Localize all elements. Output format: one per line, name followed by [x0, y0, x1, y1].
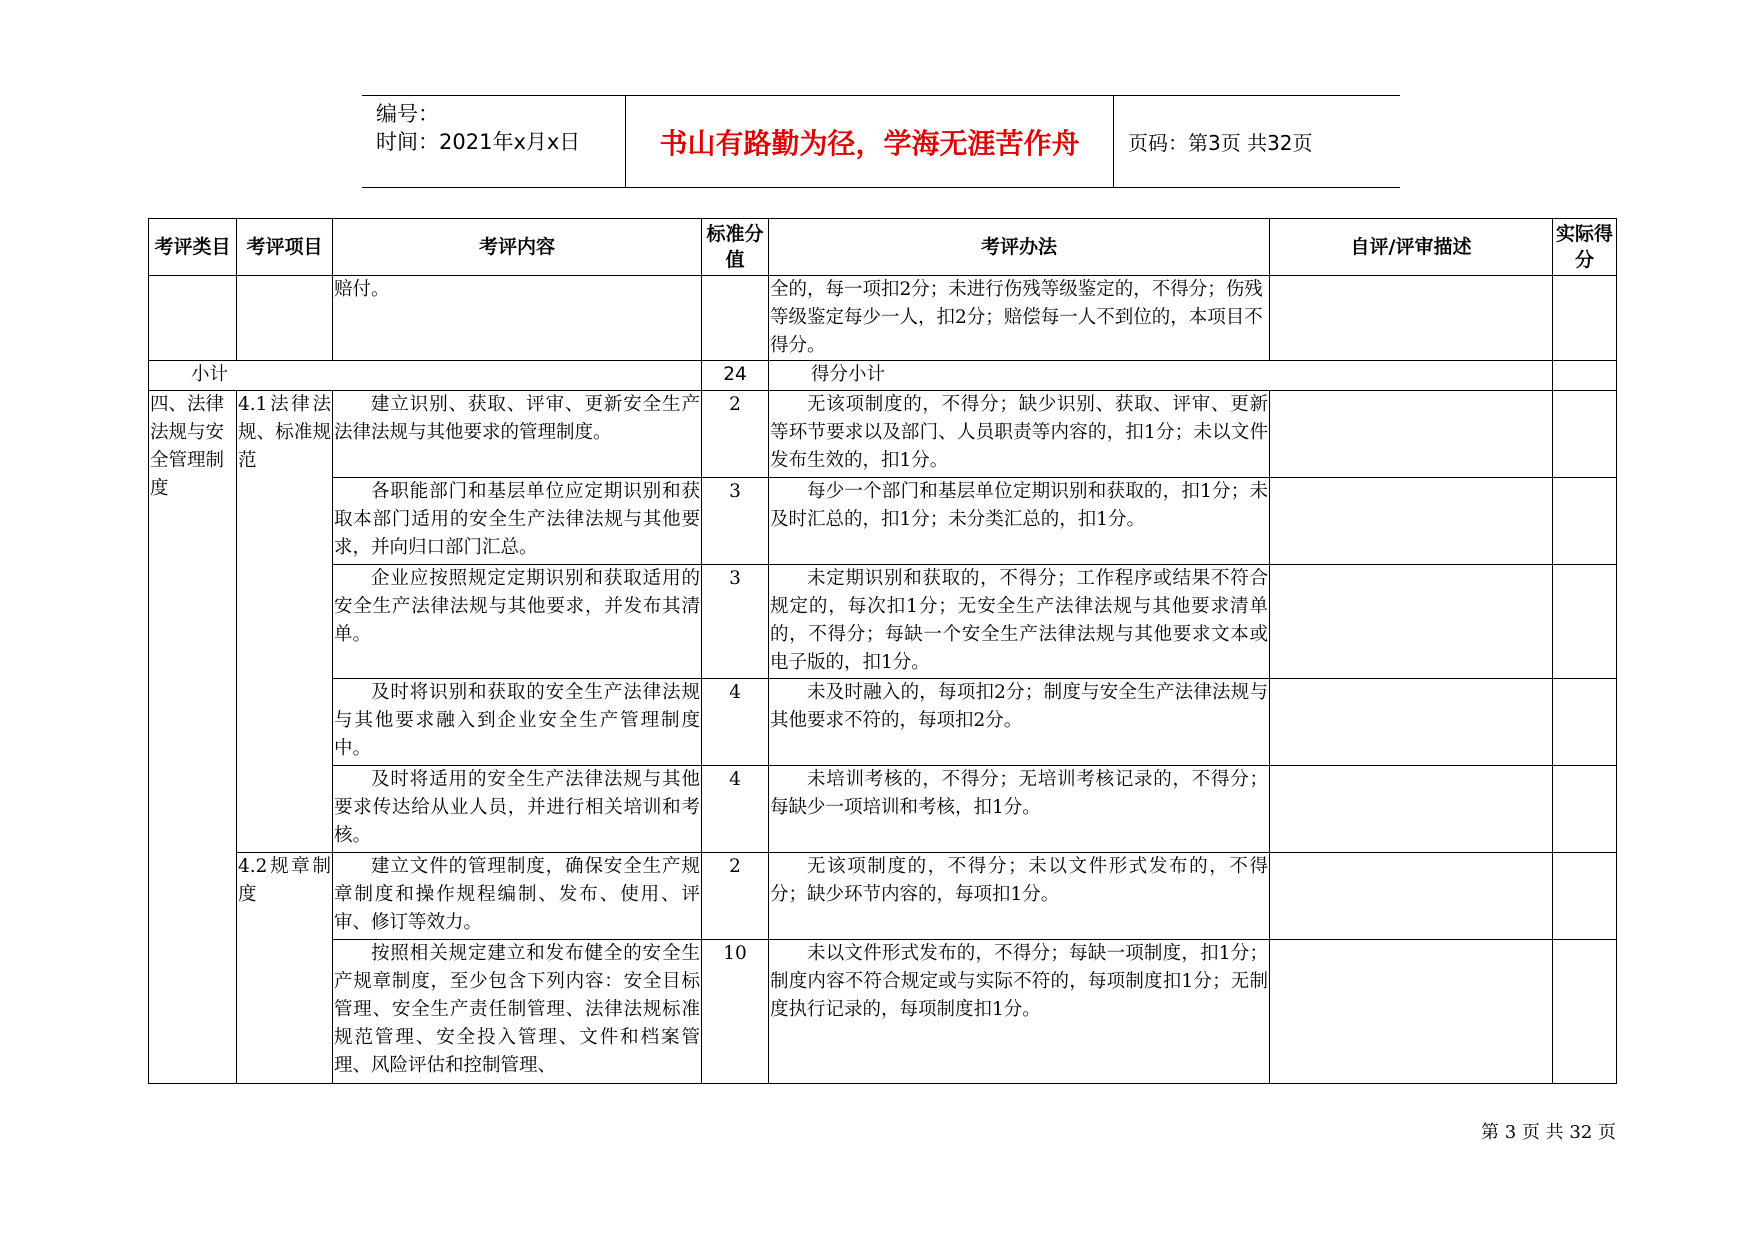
col-header-category: 考评类目 [149, 219, 237, 276]
header-motto: 书山有路勤为径，学海无涯苦作舟 [626, 96, 1114, 187]
cell-actual-score [1553, 679, 1617, 766]
cell-actual-score [1553, 565, 1617, 679]
cell-score: 2 [702, 391, 769, 478]
cell-content: 各职能部门和基层单位应定期识别和获取本部门适用的安全生产法律法规与其他要求，并向归口部门汇总。 [333, 478, 702, 565]
cell-score: 3 [702, 565, 769, 679]
subtotal-score-label: 得分小计 [769, 361, 1553, 391]
table-row [149, 679, 1617, 766]
col-header-method: 考评办法 [769, 219, 1270, 276]
cell-category-empty [149, 276, 237, 361]
subtotal-score: 24 [702, 361, 769, 391]
cell-method: 未培训考核的，不得分；无培训考核记录的，不得分；每缺少一项培训和考核，扣1分。 [769, 766, 1270, 853]
cell-method: 未及时融入的，每项扣2分；制度与安全生产法律法规与其他要求不符的，每项扣2分。 [769, 679, 1270, 766]
col-header-item: 考评项目 [237, 219, 333, 276]
cell-score: 2 [702, 853, 769, 940]
table-row [149, 853, 1617, 940]
cell-method: 全的，每一项扣2分；未进行伤残等级鉴定的，不得分；伤残等级鉴定每少一人，扣2分；赔偿每一人不到位的，本项目不得分。 [769, 276, 1270, 361]
cell-actual-score [1553, 940, 1617, 1084]
cell-actual-score [1553, 766, 1617, 853]
cell-method: 每少一个部门和基层单位定期识别和获取的，扣1分；未及时汇总的，扣1分；未分类汇总的，扣1分。 [769, 478, 1270, 565]
cell-score: 10 [702, 940, 769, 1084]
cell-method: 无该项制度的，不得分；未以文件形式发布的，不得分；缺少环节内容的，每项扣1分。 [769, 853, 1270, 940]
table-row [149, 391, 1617, 478]
cell-self-review [1270, 853, 1553, 940]
col-header-self-review: 自评/评审描述 [1270, 219, 1553, 276]
cell-score: 4 [702, 766, 769, 853]
page-footer: 第 3 页 共 32 页 [1481, 1122, 1616, 1143]
cell-content: 建立文件的管理制度，确保安全生产规章制度和操作规程编制、发布、使用、评审、修订等效力。 [333, 853, 702, 940]
item-cell-4-2: 4.2规章制度 [237, 853, 333, 1084]
cell-self-review [1270, 478, 1553, 565]
col-header-content: 考评内容 [333, 219, 702, 276]
cell-content: 及时将适用的安全生产法律法规与其他要求传达给从业人员，并进行相关培训和考核。 [333, 766, 702, 853]
table-row [149, 478, 1617, 565]
cell-method: 未以文件形式发布的，不得分；每缺一项制度，扣1分；制度内容不符合规定或与实际不符的，每项制度扣1分；无制度执行记录的，每项制度扣1分。 [769, 940, 1270, 1084]
col-header-actual-score: 实际得分 [1553, 219, 1617, 276]
header-meta [362, 96, 626, 187]
subtotal-row [149, 361, 1617, 391]
table-row [149, 565, 1617, 679]
document-number-label: 编号： [376, 102, 439, 126]
category-cell: 四、法律法规与安全管理制度 [149, 391, 237, 1084]
cell-score: 3 [702, 478, 769, 565]
subtotal-actual [1553, 361, 1617, 391]
document-date: 时间：2021年x月x日 [376, 130, 581, 154]
cell-content: 及时将识别和获取的安全生产法律法规与其他要求融入到企业安全生产管理制度中。 [333, 679, 702, 766]
cell-self-review [1270, 276, 1553, 361]
subtotal-label: 小计 [149, 361, 702, 391]
header-page-number: 页码：第3页 共32页 [1128, 131, 1313, 155]
cell-content: 企业应按照规定定期识别和获取适用的安全生产法律法规与其他要求，并发布其清单。 [333, 565, 702, 679]
cell-self-review [1270, 940, 1553, 1084]
cell-content: 赔付。 [333, 276, 702, 361]
cell-method: 未定期识别和获取的，不得分；工作程序或结果不符合规定的，每次扣1分；无安全生产法律法规与其他要求清单的，不得分；每缺一个安全生产法律法规与其他要求文本或电子版的，扣1分。 [769, 565, 1270, 679]
cell-actual-score [1553, 276, 1617, 361]
cell-self-review [1270, 391, 1553, 478]
table-header-row [149, 219, 1617, 276]
cell-content: 建立识别、获取、评审、更新安全生产法律法规与其他要求的管理制度。 [333, 391, 702, 478]
evaluation-table [148, 218, 1617, 1084]
table-row [149, 766, 1617, 853]
cell-method: 无该项制度的，不得分；缺少识别、获取、评审、更新等环节要求以及部门、人员职责等内容的，扣1分；未以文件发布生效的，扣1分。 [769, 391, 1270, 478]
cell-score: 4 [702, 679, 769, 766]
cell-score-empty [702, 276, 769, 361]
cell-actual-score [1553, 853, 1617, 940]
cell-actual-score [1553, 391, 1617, 478]
cell-content: 按照相关规定建立和发布健全的安全生产规章制度，至少包含下列内容：安全目标管理、安全生产责任制管理、法律法规标准规范管理、安全投入管理、文件和档案管理、风险评估和控制管理、 [333, 940, 702, 1084]
col-header-standard-score: 标准分值 [702, 219, 769, 276]
item-cell-4-1: 4.1法律法规、标准规范 [237, 391, 333, 853]
cell-self-review [1270, 766, 1553, 853]
cell-self-review [1270, 679, 1553, 766]
cell-self-review [1270, 565, 1553, 679]
cell-actual-score [1553, 478, 1617, 565]
table-row-continued [149, 276, 1617, 361]
table-row [149, 940, 1617, 1084]
document-header [362, 95, 1400, 188]
cell-item-empty [237, 276, 333, 361]
